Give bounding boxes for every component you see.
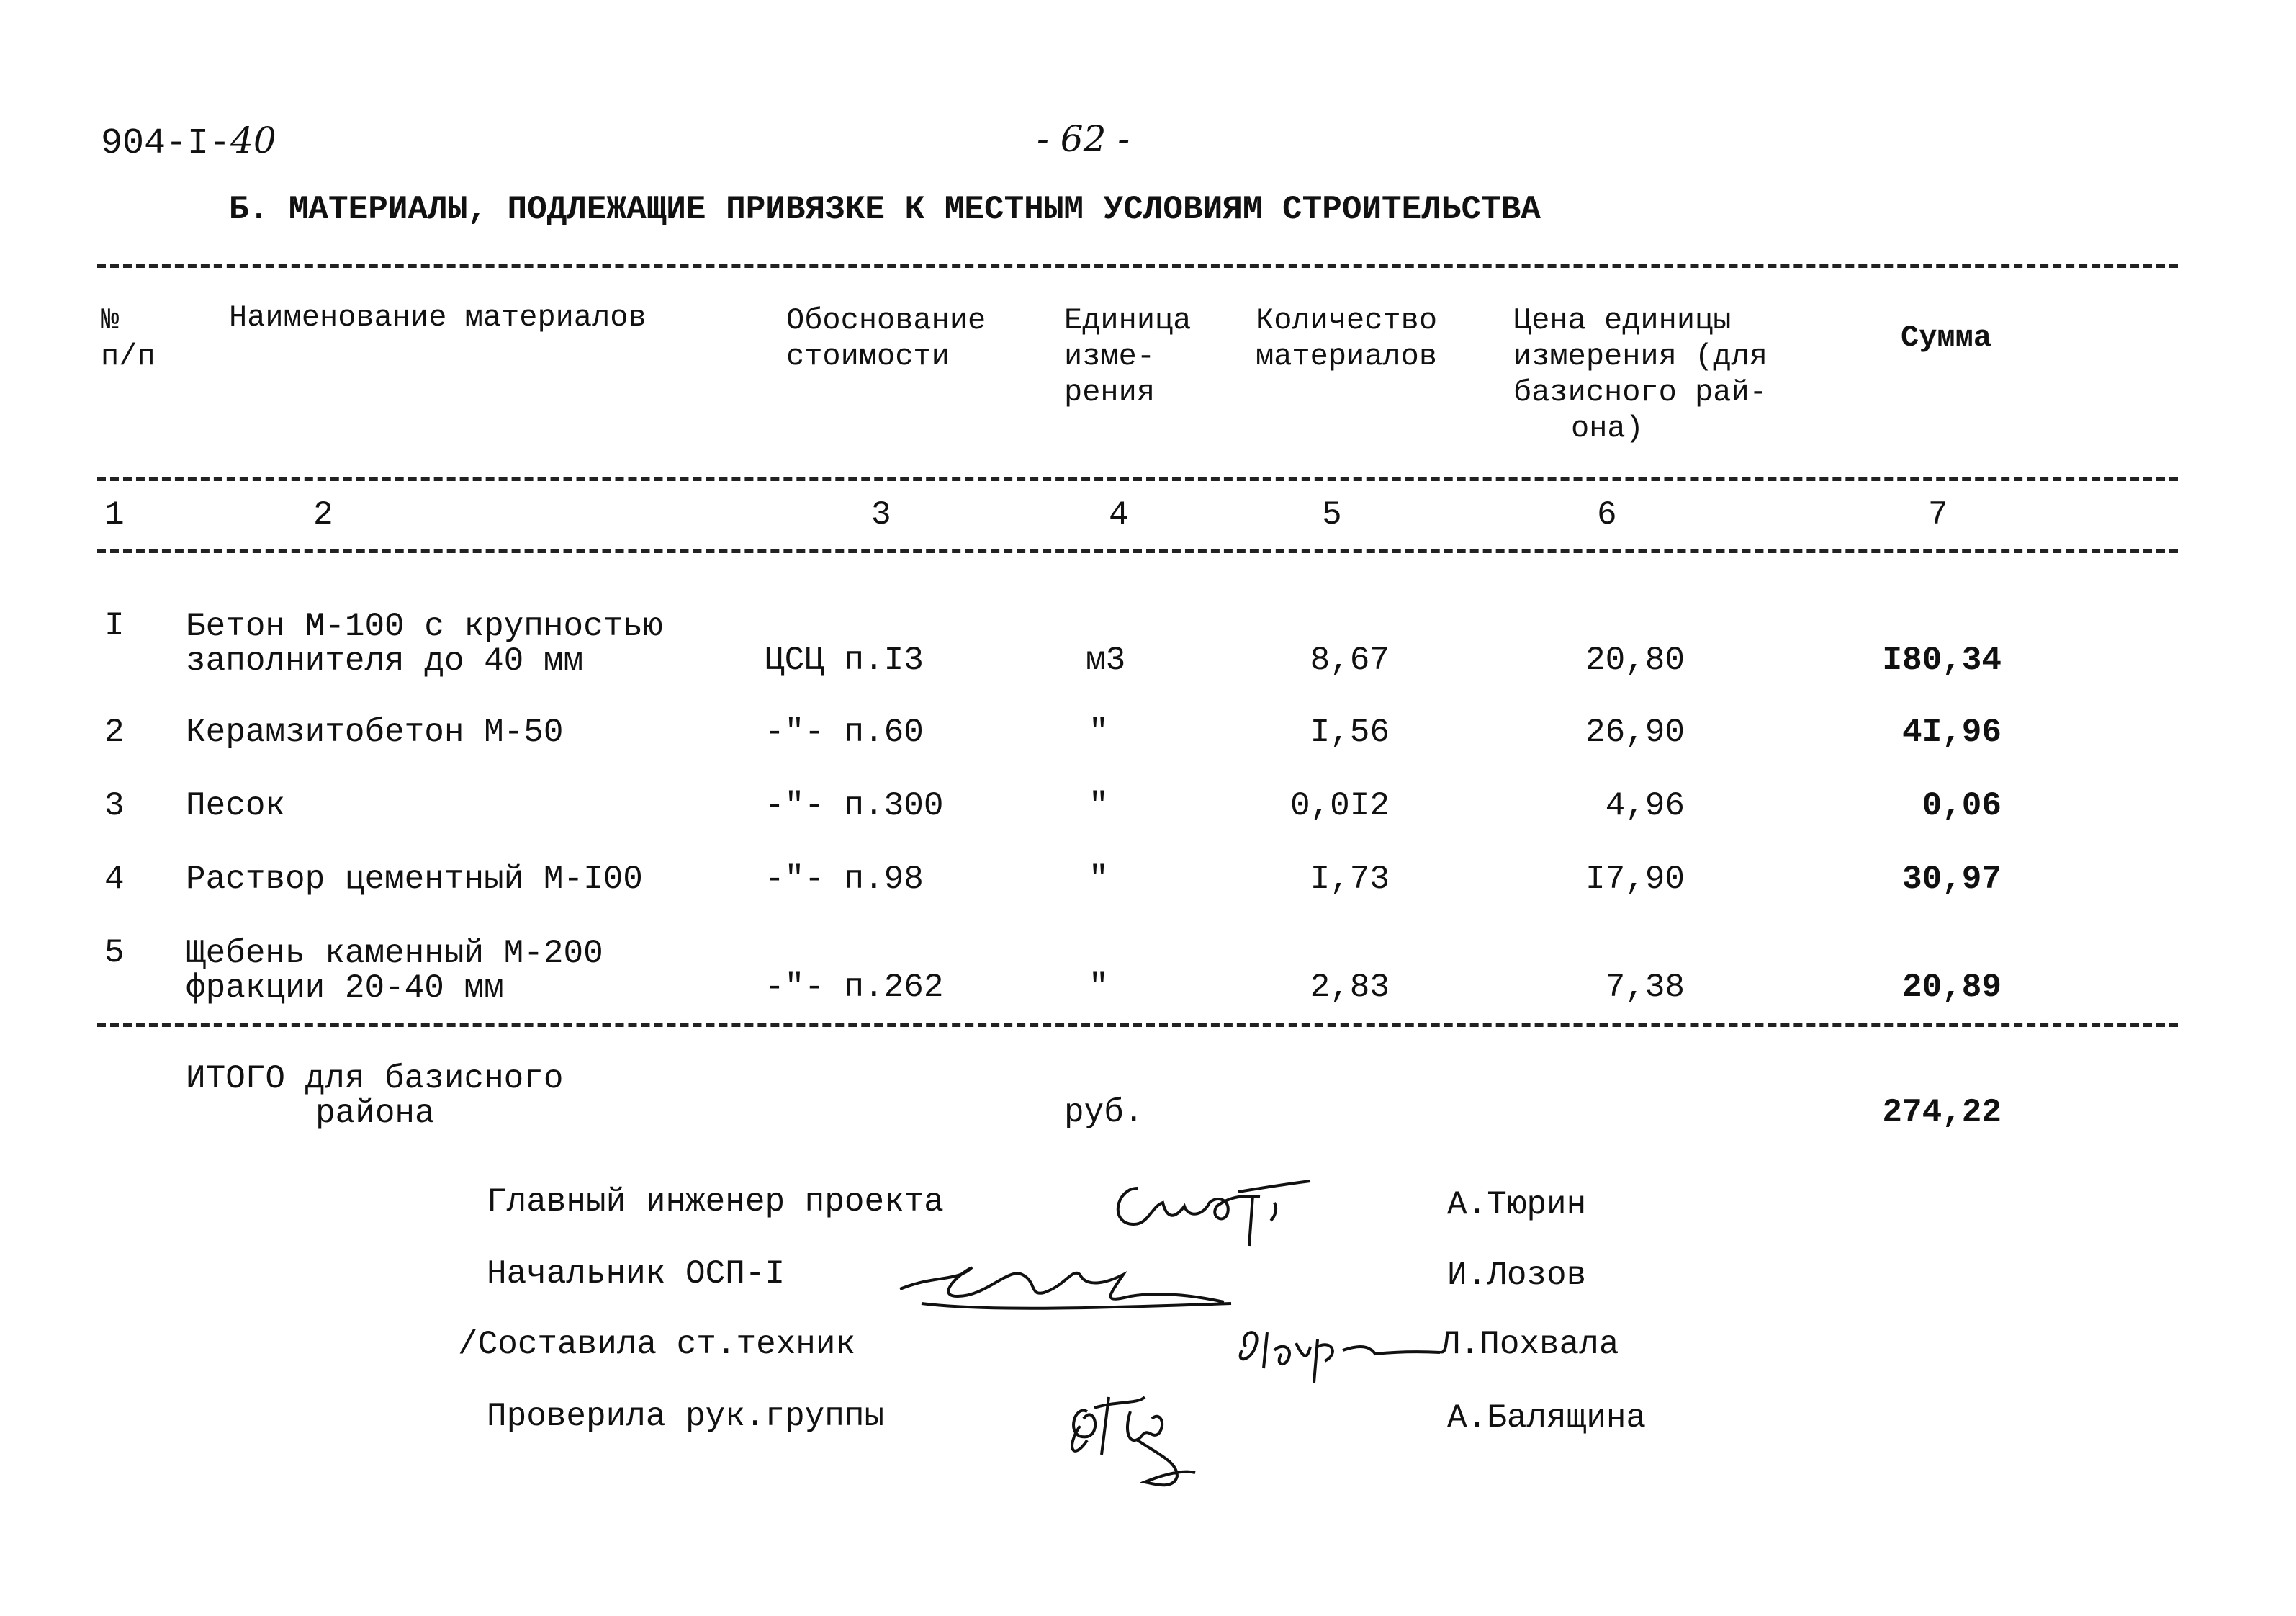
row4-num: 4 xyxy=(104,861,125,898)
row3-qty: 0,0I2 xyxy=(1289,787,1390,825)
row5-name-l1: Щебень каменный М-200 xyxy=(186,935,603,972)
row4-price: I7,90 xyxy=(1585,861,1685,898)
row2-basis: -"- п.60 xyxy=(765,714,924,751)
header-unit-l3: рения xyxy=(1064,375,1156,410)
row4-name: Раствор цементный М-I00 xyxy=(186,861,643,898)
row5-basis: -"- п.262 xyxy=(765,969,944,1006)
total-unit: руб. xyxy=(1064,1094,1144,1131)
doc-code-printed: 904-I- xyxy=(101,123,231,164)
colnum-2: 2 xyxy=(313,496,333,534)
header-price-l3: базисного рай- xyxy=(1513,375,1768,410)
header-price-l2: измерения (для xyxy=(1513,339,1768,374)
header-basis-l2: стоимости xyxy=(786,339,950,374)
header-num xyxy=(101,302,156,374)
sig4-role: Проверила рук.группы xyxy=(487,1398,885,1435)
rule-top xyxy=(97,264,2178,268)
sig3-role: /Составила ст.техник xyxy=(458,1326,856,1363)
header-basis-l1: Обоснование xyxy=(786,303,986,338)
row4-basis: -"- п.98 xyxy=(765,861,924,898)
row2-name: Керамзитобетон М-50 xyxy=(186,714,564,751)
header-price xyxy=(1513,302,1768,446)
rule-colnum-bottom xyxy=(97,549,2178,553)
row2-num: 2 xyxy=(104,714,125,751)
row4-unit: " xyxy=(1089,861,1109,898)
row5-sum: 20,89 xyxy=(1901,969,2002,1006)
row5-unit: " xyxy=(1089,969,1109,1006)
row2-unit: " xyxy=(1089,714,1109,751)
row1-name-l2: заполнителя до 40 мм xyxy=(186,642,584,680)
doc-code-handwritten: 40 xyxy=(230,120,276,161)
row5-qty: 2,83 xyxy=(1310,969,1390,1006)
row5-name-l2: фракции 20-40 мм xyxy=(186,969,504,1007)
total-label-l1: ИТОГО для базисного xyxy=(186,1060,564,1097)
row4-sum: 30,97 xyxy=(1901,861,2002,898)
row2-qty: I,56 xyxy=(1310,714,1390,751)
row3-sum: 0,06 xyxy=(1922,787,2002,825)
row1-price: 20,80 xyxy=(1585,642,1685,679)
header-qty xyxy=(1256,302,1437,374)
row5-num: 5 xyxy=(104,934,125,971)
sig1-role: Главный инженер проекта xyxy=(487,1183,944,1221)
row2-price: 26,90 xyxy=(1585,714,1685,751)
colnum-4: 4 xyxy=(1109,496,1129,534)
sig2-role: Начальник ОСП-I xyxy=(487,1255,785,1293)
total-sum: 274,22 xyxy=(1882,1094,2002,1131)
page-title: Б. МАТЕРИАЛЫ, ПОДЛЕЖАЩИЕ ПРИВЯЗКЕ К МЕСТНЫМ УСЛОВИЯМ СТРОИТЕЛЬСТВА xyxy=(229,191,1541,228)
colnum-1: 1 xyxy=(104,496,125,534)
sig4-name: А.Балящина xyxy=(1447,1399,1647,1437)
row1-basis: ЦСЦ п.I3 xyxy=(765,642,924,679)
row3-price: 4,96 xyxy=(1605,787,1685,825)
header-price-l4: она) xyxy=(1571,411,1644,446)
row1-qty: 8,67 xyxy=(1310,642,1390,679)
header-sum: Сумма xyxy=(1901,320,1992,355)
row4-qty: I,73 xyxy=(1310,861,1390,898)
row1-name xyxy=(186,609,663,678)
colnum-3: 3 xyxy=(871,496,891,534)
row1-name-l1: Бетон М-100 с крупностью xyxy=(186,608,663,645)
header-qty-l1: Количество xyxy=(1256,303,1438,338)
rule-header-bottom xyxy=(97,477,2178,481)
row1-sum: I80,34 xyxy=(1882,642,2002,679)
header-unit-l1: Единица xyxy=(1064,303,1192,338)
row5-price: 7,38 xyxy=(1605,969,1685,1006)
signature-mark-2 xyxy=(893,1224,1253,1325)
doc-code xyxy=(101,122,276,162)
row1-num: I xyxy=(104,607,125,645)
header-name xyxy=(229,302,647,333)
rule-body-bottom xyxy=(97,1023,2178,1027)
total-label-l2: района xyxy=(315,1095,435,1132)
signature-mark-4 xyxy=(1051,1354,1224,1505)
header-basis xyxy=(786,302,986,374)
header-name-l1: Наименование материалов xyxy=(229,300,647,335)
row3-unit: " xyxy=(1089,787,1109,825)
colnum-5: 5 xyxy=(1322,496,1342,534)
header-unit xyxy=(1064,302,1191,410)
row3-name: Песок xyxy=(186,787,286,825)
colnum-7: 7 xyxy=(1928,496,1948,534)
sig1-name: А.Тюрин xyxy=(1447,1186,1587,1224)
signature-mark-3 xyxy=(1224,1303,1454,1390)
page-number: - 62 - xyxy=(1037,118,1130,160)
sig3-name: Л.Похвала xyxy=(1440,1326,1619,1363)
total-label xyxy=(186,1061,564,1131)
header-price-l1: Цена единицы xyxy=(1513,303,1732,338)
row5-name xyxy=(186,936,603,1005)
header-num-l1: № xyxy=(101,303,120,338)
row1-unit: м3 xyxy=(1086,642,1126,679)
colnum-6: 6 xyxy=(1597,496,1617,534)
row3-num: 3 xyxy=(104,787,125,825)
sig2-name: И.Лозов xyxy=(1447,1257,1587,1294)
header-num-l2: п/п xyxy=(101,339,156,374)
header-qty-l2: материалов xyxy=(1256,339,1438,374)
row2-sum: 4I,96 xyxy=(1901,714,2002,751)
row3-basis: -"- п.300 xyxy=(765,787,944,825)
header-unit-l2: изме- xyxy=(1064,339,1156,374)
